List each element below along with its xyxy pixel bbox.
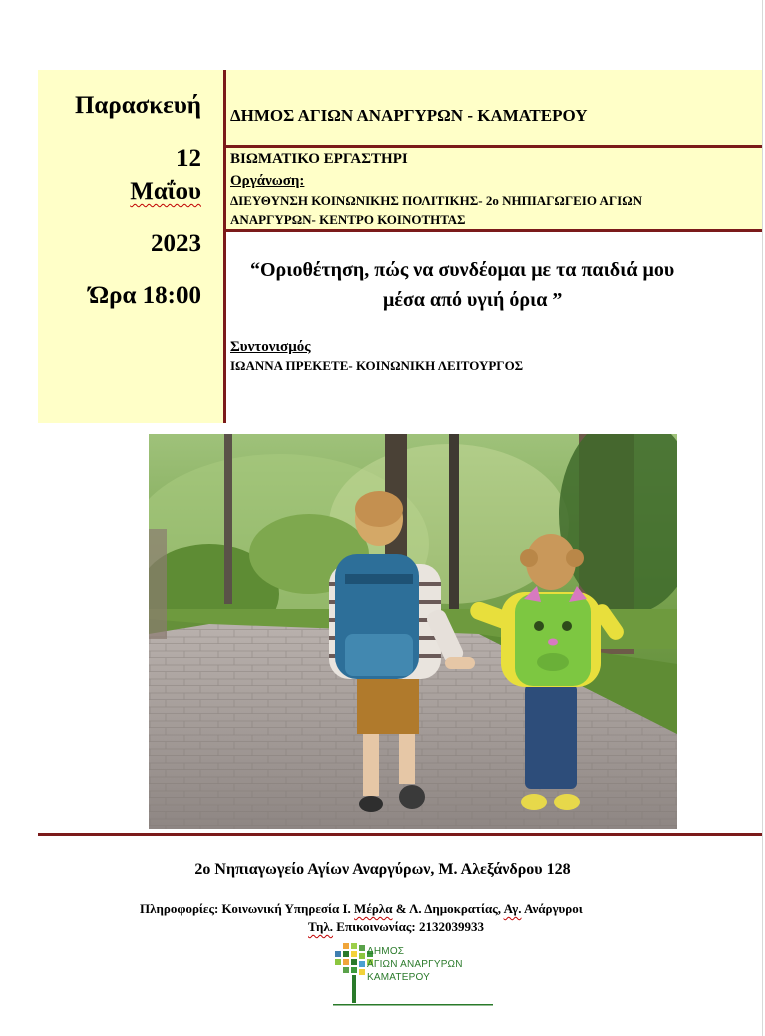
page-edge [762,0,763,1036]
organization-label: Οργάνωση: [230,173,305,189]
event-title-line-1: “Οριοθέτηση, πώς να συνδέομαι με τα παιδιά μου [250,259,675,281]
event-month: Μαΐου [130,178,201,205]
footer-divider [38,833,762,836]
info-prefix: Πληροφορίες: Κοινωνική Υπηρεσία Ι. [140,901,355,916]
venue-address: 2ο Νηπιαγωγείο Αγίων Αναργύρων, Μ. Αλεξάνδρου 128 [194,861,571,878]
coordinator-name: ΙΩΑΝΝΑ ΠΡΕΚΕΤΕ- ΚΟΙΝΩΝΙΚΗ ΛΕΙΤΟΥΡΓΟΣ [230,358,524,373]
phone-line [308,919,484,935]
organization-line-1: ΔΙΕΥΘΥΝΣΗ ΚΟΙΝΩΝΙΚΗΣ ΠΟΛΙΤΙΚΗΣ- 2ο ΝΗΠΙΑΓΩΓΕΙΟ ΑΓΙΩΝ [230,193,642,208]
date-block [38,0,223,440]
event-date: 12 [176,145,201,172]
event-time: Ώρα 18:00 [89,282,201,309]
info-suffix: & Λ. Δημοκρατίας, [392,901,504,916]
info-end: Ανάργυροι [521,901,583,916]
event-year: 2023 [151,230,201,257]
event-title-line-2: μέσα από υγιή όρια ” [383,289,563,311]
logo-line-3: ΚΑΜΑΤΕΡΟΥ [367,972,430,983]
info-line [140,901,583,917]
coordination-label: Συντονισμός [230,339,311,355]
children-walking-photo [149,434,677,829]
organization-line-2: ΑΝΑΡΓΥΡΩΝ- ΚΕΝΤΡΟ ΚΟΙΝΟΤΗΤΑΣ [230,212,466,227]
municipality-title: ΔΗΜΟΣ ΑΓΙΩΝ ΑΝΑΡΓΥΡΩΝ - ΚΑΜΑΤΕΡΟΥ [230,106,588,125]
info-ag: Αγ. [503,901,522,916]
tel-label: Τηλ. [308,919,334,934]
workshop-type: ΒΙΩΜΑΤΙΚΟ ΕΡΓΑΣΤΗΡΙ [230,151,408,167]
logo-line-2: ΑΓΙΩΝ ΑΝΑΡΓΥΡΩΝ [367,959,463,970]
header-divider-1 [226,145,762,148]
header-divider-2 [226,229,762,232]
logo-line-1: ΔΗΜΟΣ [367,946,405,957]
event-day: Παρασκευή [74,92,201,119]
info-merla: Μέρλα [354,901,393,916]
tel-number: Επικοινωνίας: 2132039933 [333,919,484,934]
